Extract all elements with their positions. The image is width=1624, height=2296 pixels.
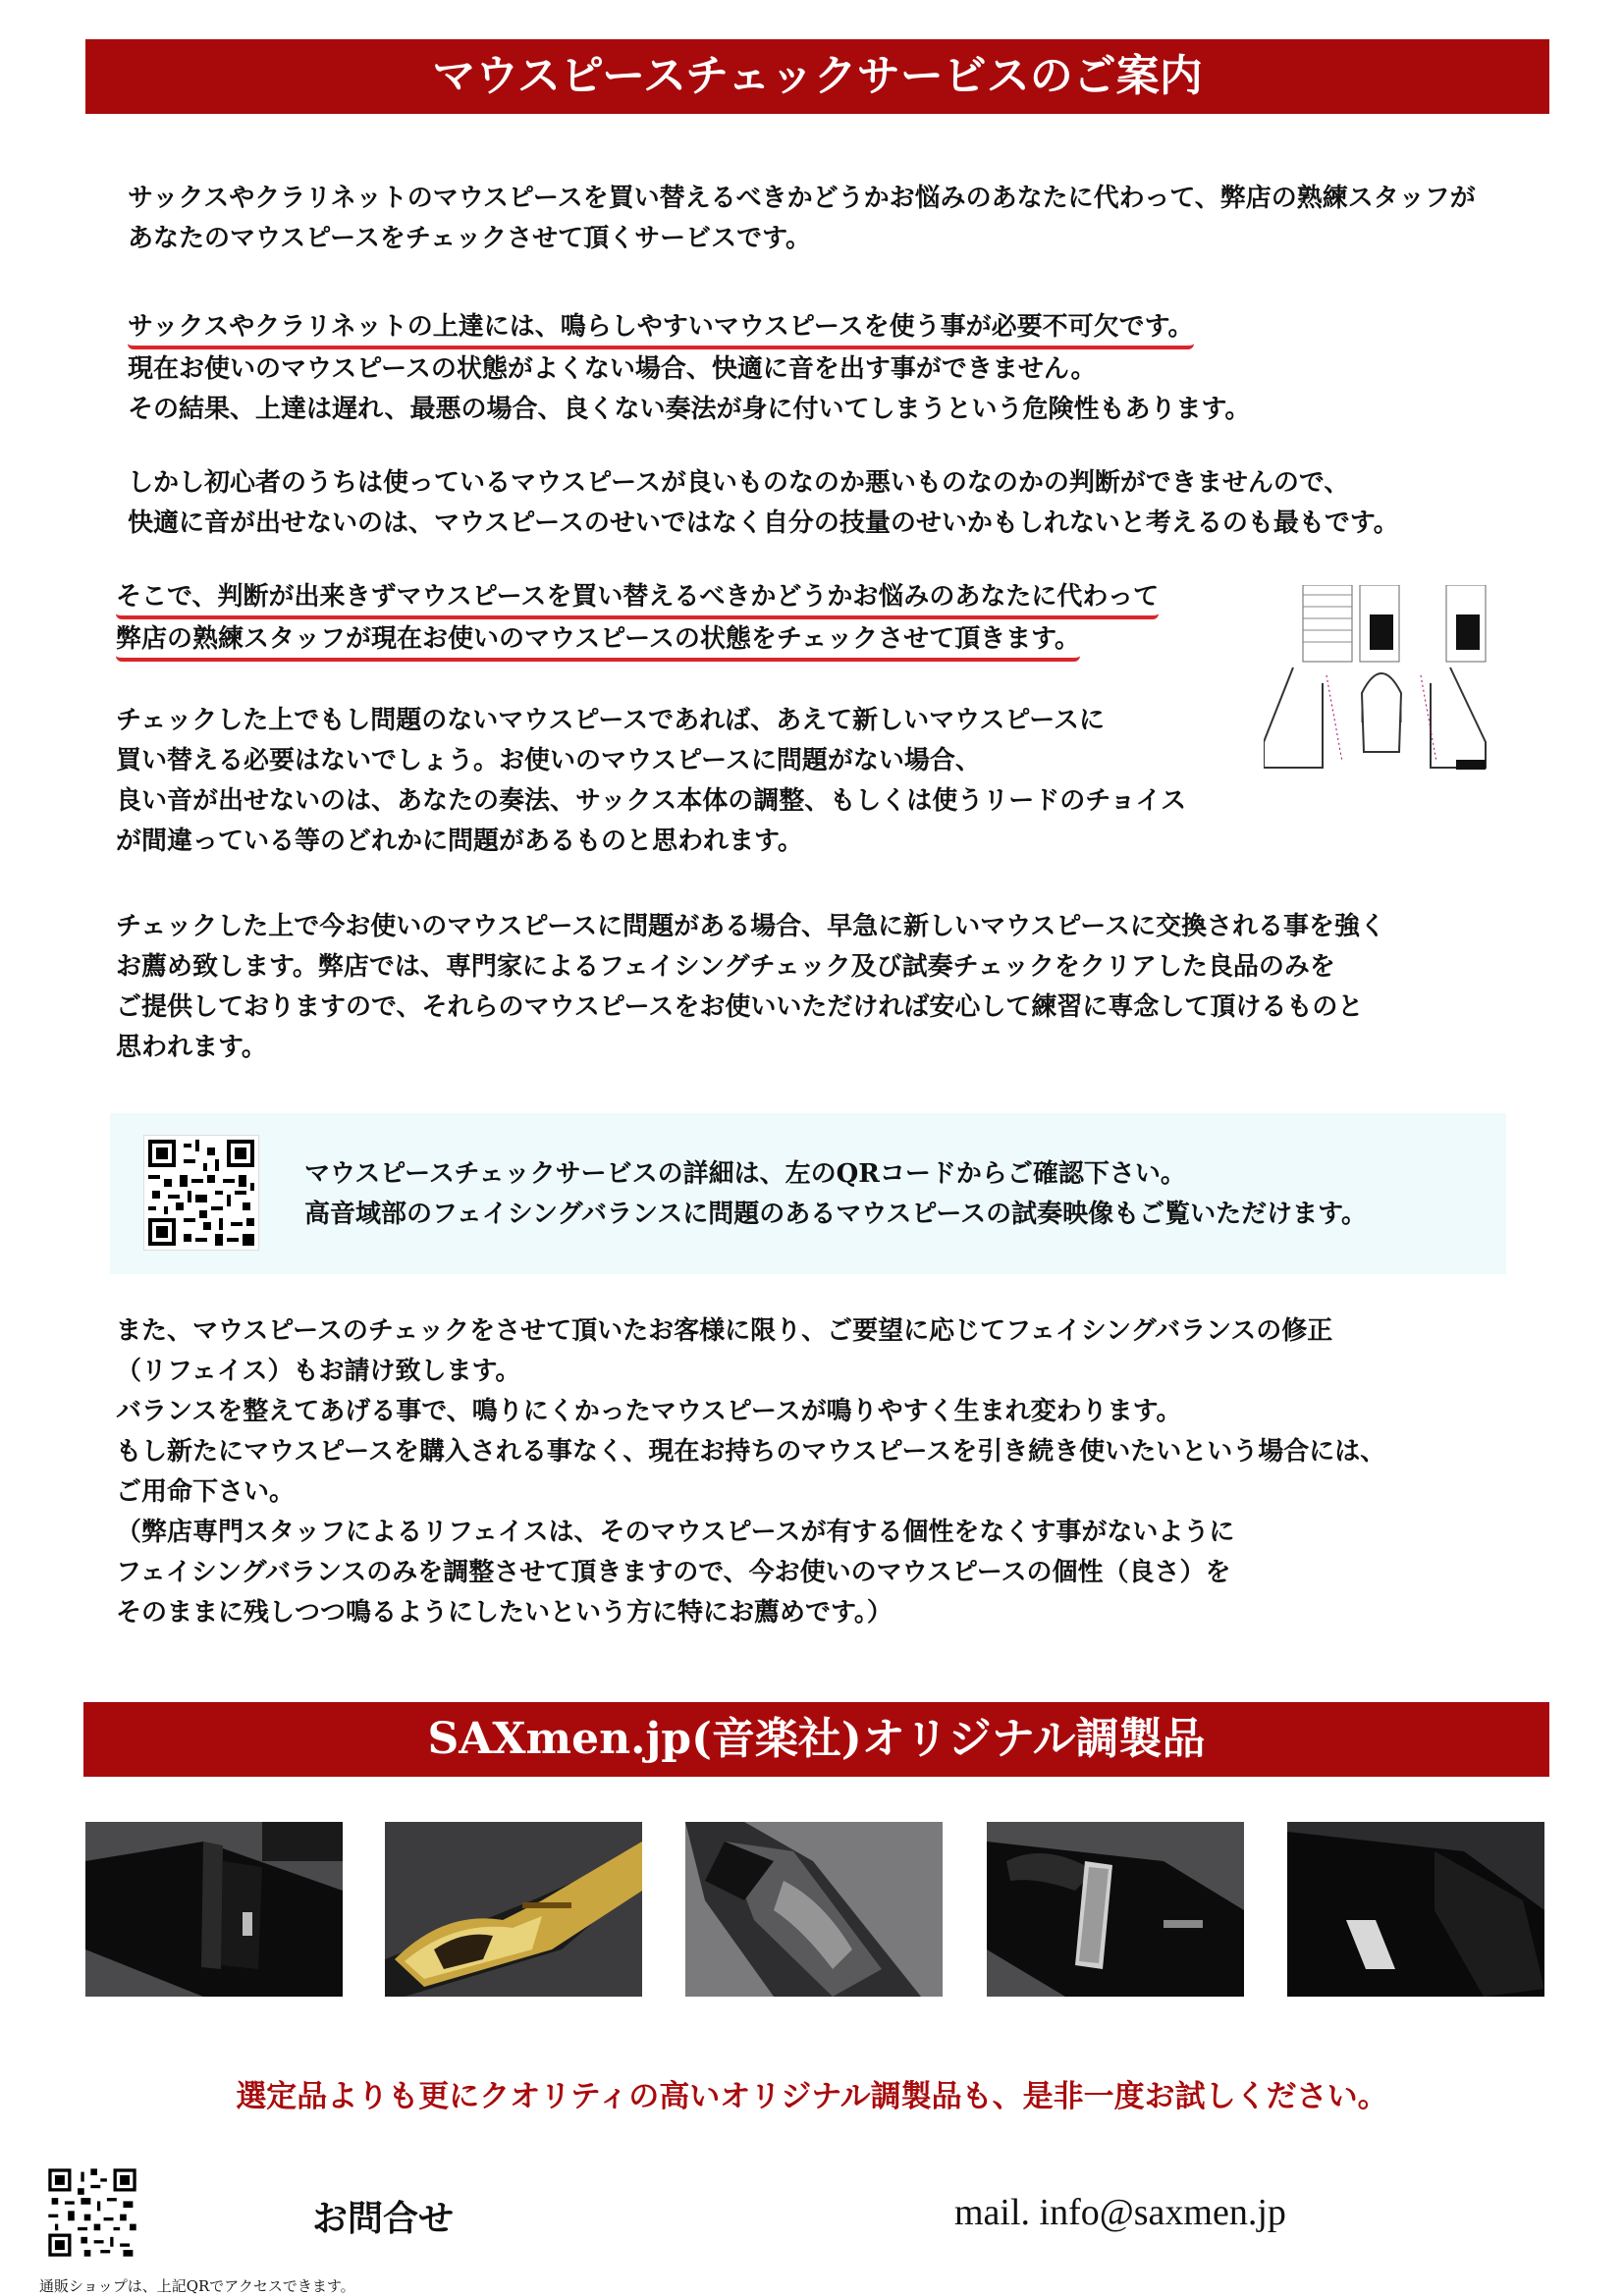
- page-title: マウスピースチェックサービスのご案内: [432, 51, 1203, 101]
- no-problem-line: チェックした上でもし問題のないマウスピースであれば、あえて新しいマウスピースに: [116, 706, 1105, 735]
- reface-line: また、マウスピースのチェックをさせて頂いたお客様に限り、ご要望に応じてフェイシングバランスの修正: [116, 1316, 1333, 1346]
- page-title-banner: [85, 39, 1549, 114]
- qr-code-icon[interactable]: [143, 1135, 259, 1251]
- closing-message: 選定品よりも更にクオリティの高いオリジナル調製品も、是非一度お試しください。: [236, 2079, 1388, 2114]
- qr-info-line: 高音域部のフェイシングバランスに問題のあるマウスピースの試奏映像もご覧いただけます。: [304, 1200, 1367, 1229]
- qr-info-line: マウスピースチェックサービスの詳細は、左のQRコードからご確認下さい。: [304, 1159, 1186, 1189]
- black-mouthpiece-closeup-photo: [1287, 1822, 1544, 1997]
- shop-access-note: 通販ショップは、上記QRでアクセスできます。: [39, 2277, 355, 2295]
- reface-paragraph: [116, 1311, 1385, 1633]
- importance-paragraph: [128, 307, 1250, 430]
- reface-line: （弊店専門スタッフによるリフェイスは、そのマウスピースが有する個性をなくす事がないように: [116, 1518, 1235, 1547]
- black-mouthpiece-with-ligature-band-photo: [987, 1822, 1244, 1997]
- black-mouthpiece-photo: [85, 1822, 343, 1997]
- intro-paragraph: [128, 179, 1476, 259]
- no-problem-line: 良い音が出せないのは、あなたの奏法、サックス本体の調整、もしくは使うリードのチョイス: [116, 786, 1187, 816]
- beginner-paragraph: [128, 463, 1399, 544]
- offer-highlight-1: そこで、判断が出来きずマウスピースを買い替えるべきかどうかお悩みのあなたに代わって: [116, 578, 1159, 619]
- no-problem-line: 買い替える必要はないでしょう。お使いのマウスピースに問題がない場合、: [116, 746, 981, 775]
- engraved-metal-mouthpiece-photo: [685, 1822, 943, 1997]
- qr-info-text: [304, 1154, 1367, 1235]
- reface-line: そのままに残しつつ鳴るようにしたいという方に特にお薦めです。）: [116, 1598, 893, 1628]
- gold-mouthpiece-photo: [385, 1822, 642, 1997]
- no-problem-line: が間違っている等のどれかに問題があるものと思われます。: [116, 827, 803, 856]
- offer-highlight-2: 弊店の熟練スタッフが現在お使いのマウスピースの状態をチェックさせて頂きます。: [116, 620, 1080, 662]
- beginner-line: 快適に音が出せないのは、マウスピースのせいではなく自分の技量のせいかもしれないと考えるのも最もです。: [128, 508, 1399, 538]
- no-problem-paragraph: [116, 701, 1186, 862]
- original-products-title: SAXmen.jp(音楽社)オリジナル調製品: [427, 1714, 1206, 1764]
- reface-line: ご用命下さい。: [116, 1477, 296, 1507]
- problem-paragraph: [116, 907, 1385, 1068]
- reface-line: フェイシングバランスのみを調整させて頂きますので、今お使いのマウスピースの個性（良さ）を: [116, 1558, 1231, 1587]
- problem-line: チェックした上で今お使いのマウスピースに問題がある場合、早急に新しいマウスピースに交換される事を強く: [116, 912, 1385, 941]
- original-products-banner: [83, 1702, 1549, 1777]
- reface-line: もし新たにマウスピースを購入される事なく、現在お持ちのマウスピースを引き続き使いたいという場合には、: [116, 1437, 1386, 1467]
- problem-line: ご提供しておりますので、それらのマウスピースをお使いいただければ安心して練習に専念して頂けるものと: [116, 992, 1364, 1022]
- facing-chart-image: [1264, 585, 1503, 775]
- importance-line: 現在お使いのマウスピースの状態がよくない場合、快適に音を出す事ができません。: [128, 354, 1097, 384]
- beginner-line: しかし初心者のうちは使っているマウスピースが良いものなのか悪いものなのかの判断ができませんので、: [128, 468, 1350, 498]
- qr-info-box: [110, 1113, 1506, 1274]
- importance-line: その結果、上達は遅れ、最悪の場合、良くない奏法が身に付いてしまうという危険性もあります。: [128, 395, 1251, 424]
- reface-line: バランスを整えてあげる事で、鳴りにくかったマウスピースが鳴りやすく生まれ変わります。: [116, 1397, 1182, 1426]
- importance-highlight: サックスやクラリネットの上達には、鳴らしやすいマウスピースを使う事が必要不可欠です。: [128, 308, 1194, 349]
- offer-paragraph: [116, 577, 1159, 662]
- contact-email-link[interactable]: mail. info@saxmen.jp: [954, 2192, 1286, 2233]
- intro-line: サックスやクラリネットのマウスピースを買い替えるべきかどうかお悩みのあなたに代わって、弊店の熟練スタッフが: [128, 184, 1476, 213]
- reface-line: （リフェイス）もお請け致します。: [116, 1357, 521, 1386]
- intro-line: あなたのマウスピースをチェックさせて頂くサービスです。: [128, 224, 812, 253]
- problem-line: 思われます。: [116, 1033, 267, 1062]
- shop-qr-code-icon[interactable]: [45, 2165, 139, 2260]
- contact-label: お問合せ: [312, 2198, 455, 2239]
- problem-line: お薦め致します。弊店では、専門家によるフェイシングチェック及び試奏チェックをクリアした良品のみを: [116, 952, 1335, 982]
